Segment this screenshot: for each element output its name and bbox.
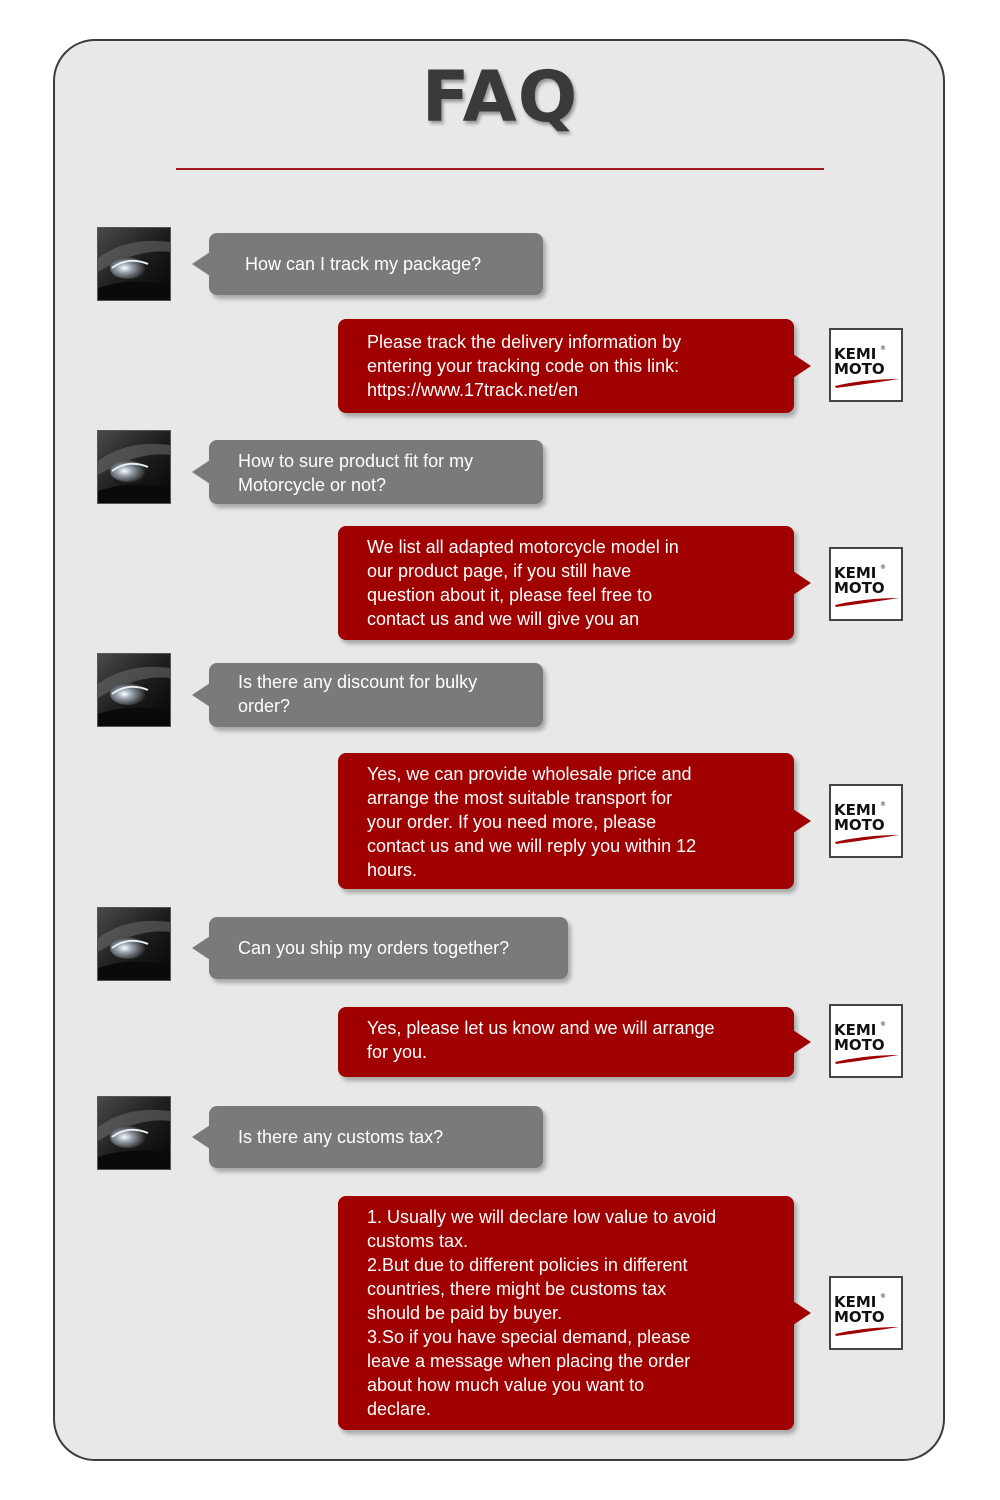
question-text: Is there any discount for bulky order? [238,672,478,716]
question-bubble [209,233,543,295]
logo-text: MOTO [834,579,885,597]
logo-text: KEMI [834,345,877,363]
question-text: How can I track my package? [245,254,482,274]
kemimoto-logo [829,1004,903,1078]
logo-text: KEMI [834,1293,877,1311]
customer-avatar [97,430,171,504]
car-headlight-icon [98,908,170,980]
logo-swoosh-icon [834,832,900,844]
answer-bubble [338,753,794,889]
logo-swoosh-icon [834,376,900,388]
customer-avatar [97,907,171,981]
logo-registered-mark: ® [880,1021,886,1028]
answer-bubble [338,319,794,413]
car-headlight-icon [98,1097,170,1169]
question-text: Is there any customs tax? [238,1127,444,1147]
logo-text: MOTO [834,360,885,378]
car-headlight-icon [98,654,170,726]
car-headlight-icon [98,228,170,300]
page-title: FAQ [421,56,579,138]
logo-text: KEMI [834,1021,877,1039]
logo-registered-mark: ® [880,345,886,352]
question-bubble [209,917,568,979]
logo-registered-mark: ® [880,564,886,571]
question-bubble [209,663,543,727]
answer-bubble [338,1196,794,1430]
answer-text: Yes, we can provide wholesale price and arrange the most suitable transport for your order. If you need more, please contact us and we will reply you within 12 hours. [367,764,697,880]
kemimoto-logo [829,784,903,858]
logo-text: MOTO [834,1036,885,1054]
logo-registered-mark: ® [880,1293,886,1300]
question-text: How to sure product fit for my Motorcycle or not? [238,451,474,495]
answer-text: 1. Usually we will declare low value to avoid customs tax. 2.But due to different policies in different countries, there might be customs tax should be paid by buyer. 3.So if you have special demand, please leave a message when placing the order about how much value you want to declare. [367,1207,717,1419]
logo-text: MOTO [834,1308,885,1326]
customer-avatar [97,653,171,727]
logo-text: KEMI [834,564,877,582]
kemimoto-logo [829,547,903,621]
customer-avatar [97,227,171,301]
logo-text: MOTO [834,816,885,834]
car-headlight-icon [98,431,170,503]
kemimoto-logo [829,328,903,402]
answer-text: Yes, please let us know and we will arrange for you. [367,1018,715,1062]
logo-text: KEMI [834,801,877,819]
customer-avatar [97,1096,171,1170]
answer-bubble [338,526,794,640]
question-bubble [209,1106,543,1168]
answer-text: Please track the delivery information by entering your tracking code on this link: https://www.17track.net/en [367,332,682,400]
answer-bubble [338,1007,794,1077]
logo-registered-mark: ® [880,801,886,808]
logo-swoosh-icon [834,1052,900,1064]
question-bubble [209,440,543,504]
title-divider [176,168,824,170]
logo-swoosh-icon [834,1324,900,1336]
question-text: Can you ship my orders together? [238,938,510,958]
kemimoto-logo [829,1276,903,1350]
answer-text: We list all adapted motorcycle model in our product page, if you still have question about it, please feel free to contact us and we will give you an [367,537,679,629]
logo-swoosh-icon [834,595,900,607]
